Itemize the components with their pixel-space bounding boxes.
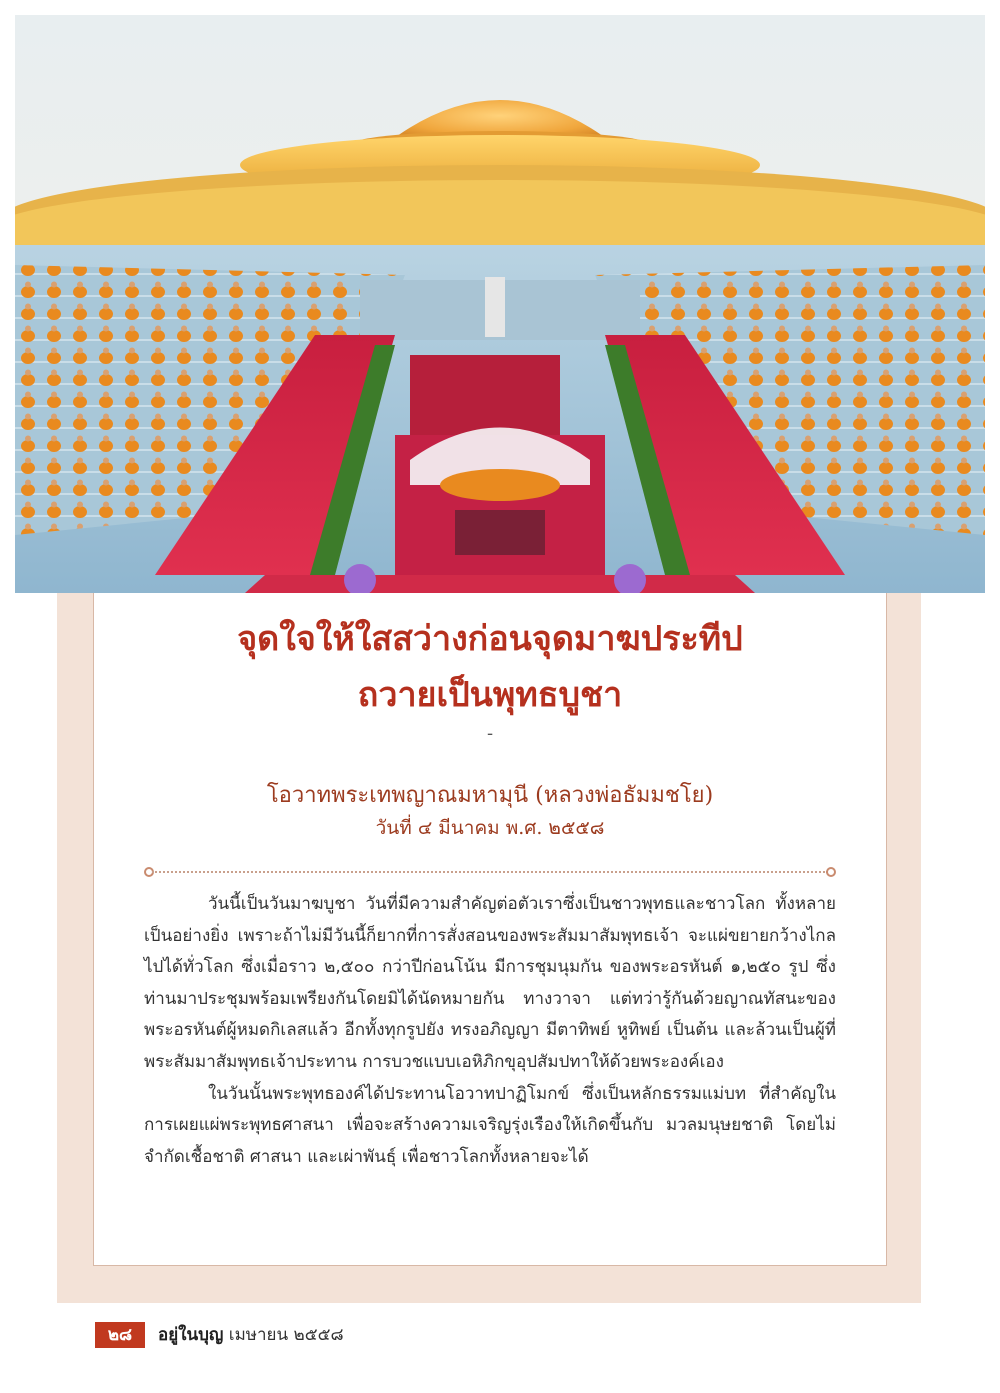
dotted-divider <box>144 867 836 877</box>
page-number-badge: ๒๘ <box>95 1322 145 1348</box>
article-paragraph: วันนี้เป็นวันมาฆบูชา วันที่มีความสำคัญต่อตัวเราซึ่งเป็นชาวพุทธและชาวโลก ทั้งหลายเป็นอย่างยิ่ง เพราะถ้าไม่มีวันนี้ก็ยากที่การสั่งสอนของพระสัมมาสัมพุทธเจ้า จะแผ่ขยายกว้างไกลไปได้ทั่วโลก ซึ่งเมื่อราว ๒,๕๐๐ กว่าปีก่อนโน้น มีการชุมนุมกัน ของพระอรหันต์ ๑,๒๕๐ รูป ซึ่งท่านมาประชุมพร้อมเพรียงกันโดยมิได้นัดหมายกัน ทางวาจา แต่ทว่ารู้กันด้วยญาณทัสนะของพระอรหันต์ผู้หมดกิเลสแล้ว อีกทั้งทุกรูปยัง ทรงอภิญญา มีตาทิพย์ หูทิพย์ เป็นต้น และล้วนเป็นผู้ที่พระสัมมาสัมพุทธเจ้าประทาน การบวชแบบเอหิภิกขุอุปสัมปทาให้ด้วยพระองค์เอง <box>144 894 836 1072</box>
title-separator: - <box>486 723 494 744</box>
article-card <box>93 593 887 1266</box>
article-date: วันที่ ๔ มีนาคม พ.ศ. ๒๕๕๘ <box>375 817 605 839</box>
issue-date: เมษายน ๒๕๕๘ <box>228 1325 344 1345</box>
article-body <box>144 889 836 1173</box>
divider-circle-right-icon <box>826 867 836 877</box>
article-subtitle: โอวาทพระเทพญาณมหามุนี (หลวงพ่อธัมมชโย) <box>266 783 714 808</box>
article-title-line2: ถวายเป็นพุทธบูชา <box>357 675 623 715</box>
article-panel <box>57 593 921 1303</box>
hero-photo <box>15 15 985 593</box>
magazine-name: อยู่ในบุญ <box>158 1325 224 1345</box>
divider-line <box>152 871 828 873</box>
article-title-line1: จุดใจให้ใสสว่างก่อนจุดมาฆประทีป <box>237 619 743 659</box>
footer-caption <box>158 1322 344 1348</box>
article-paragraph: ในวันนั้นพระพุทธองค์ได้ประทานโอวาทปาฏิโมกข์ ซึ่งเป็นหลักธรรมแม่บท ที่สำคัญในการเผยแผ่พระพุทธศาสนา เพื่อจะสร้างความเจริญรุ่งเรืองให้เกิดขึ้นกับ มวลมนุษยชาติ โดยไม่จำกัดเชื้อชาติ ศาสนา และเผ่าพันธุ์ เพื่อชาวโลกทั้งหลายจะได้ <box>144 1083 836 1167</box>
